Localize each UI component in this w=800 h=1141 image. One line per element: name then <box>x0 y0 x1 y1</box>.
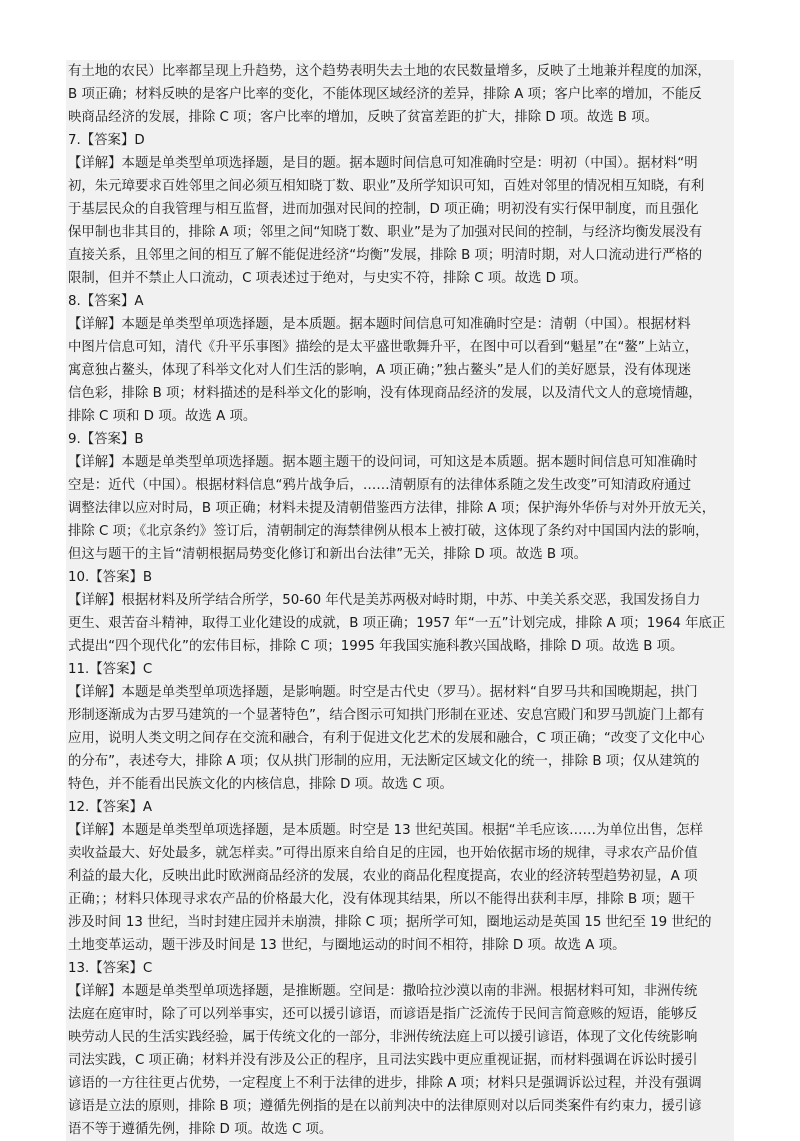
text-line: 初，朱元璋要求百姓邻里之间必须互相知晓丁数、职业”及所学知识可知，百姓对邻里的情况相互知晓，有利 <box>66 175 734 198</box>
text-line: 中图片信息可知，清代《升平乐事图》描绘的是太平盛世歌舞升平，在图中可以看到“魁星”在“鳌”上站立， <box>66 336 734 359</box>
text-line: 土地变革运动，题干涉及时间是 13 世纪，与圈地运动的时间不相符，排除 D 项。故选 A 项。 <box>66 934 734 957</box>
text-line: 13.【答案】C <box>66 957 734 980</box>
text-line: 直接关系，且邻里之间的相互了解不能促进经济“均衡”发展，排除 B 项；明清时期，对人口流动进行严格的 <box>66 244 734 267</box>
text-line: 形制逐渐成为古罗马建筑的一个显著特色”，结合图示可知拱门形制在亚述、安息宫殿门和罗马凯旋门上都有 <box>66 704 734 727</box>
text-line: 卖收益最大、好处最多，就怎样卖。”可得出原来自给自足的庄园，也开始依据市场的规律，寻求农产品价值 <box>66 842 734 865</box>
text-line: 【详解】本题是单类型单项选择题，是推断题。空间是：撒哈拉沙漠以南的非洲。根据材料可知，非洲传统 <box>66 980 734 1003</box>
text-line: 更生、艰苦奋斗精神，取得工业化建设的成就，B 项正确；1957 年“一五”计划完成，排除 A 项；1964 年底正 <box>66 612 734 635</box>
text-line: 正确；；材料只体现寻求农产品的价格最大化，没有体现其结果，所以不能得出获利丰厚，排除 B 项；题干 <box>66 888 734 911</box>
text-line: 排除 C 项和 D 项。故选 A 项。 <box>66 405 734 428</box>
text-line: 【详解】本题是单类型单项选择题，是目的题。据本题时间信息可知准确时空是：明初（中国）。据材料“明 <box>66 152 734 175</box>
text-line: 【详解】本题是单类型单项选择题，是影响题。时空是古代史（罗马）。据材料“自罗马共和国晚期起，拱门 <box>66 681 734 704</box>
text-line: 利益的最大化，反映出此时欧洲商品经济的发展，农业的商品化程度提高，农业的经济转型趋势初显，A 项 <box>66 865 734 888</box>
text-line: 排除 C 项；《北京条约》签订后，清朝制定的海禁律例从根本上被打破，这体现了条约对中国国内法的影响， <box>66 520 734 543</box>
text-line: 寓意独占鳌头，体现了科举文化对人们生活的影响，A 项正确；”独占鳌头”是人们的美好愿景，没有体现迷 <box>66 359 734 382</box>
text-line: 涉及时间 13 世纪，当时封建庄园并未崩溃，排除 C 项；据所学可知，圈地运动是英国 15 世纪至 19 世纪的 <box>66 911 734 934</box>
text-line: 【详解】本题是单类型单项选择题，是本质题。据本题时间信息可知准确时空是：清朝（中国）。根据材料 <box>66 313 734 336</box>
text-line: 映商品经济的发展，排除 C 项；客户比率的增加，反映了贫富差距的扩大，排除 D 项。故选 B 项。 <box>66 106 734 129</box>
text-line: 法庭在庭审时，除了可以列举事实，还可以援引谚语，而谚语是指广泛流传于民间言简意赅的短语，能够反 <box>66 1003 734 1026</box>
text-line: 但这与题干的主旨“清朝根据局势变化修订和新出台法律”无关，排除 D 项。故选 B 项。 <box>66 543 734 566</box>
text-line: 【详解】本题是单类型单项选择题。据本题主题干的设问词，可知这是本质题。据本题时间信息可知准确时 <box>66 451 734 474</box>
document-page <box>66 60 734 1141</box>
text-line: 调整法律以应对时局，B 项正确；材料未提及清朝借鉴西方法律，排除 A 项；保护海外华侨与对外开放无关， <box>66 497 734 520</box>
text-line: 映劳动人民的生活实践经验，属于传统文化的一部分，非洲传统法庭上可以援引谚语，体现了文化传统影响 <box>66 1026 734 1049</box>
text-line: 7.【答案】D <box>66 129 734 152</box>
text-line: 保甲制也非其目的，排除 A 项；邻里之间“知晓丁数、职业”是为了加强对民间的控制，与经济均衡发展没有 <box>66 221 734 244</box>
text-line: 空是：近代（中国）。根据材料信息“鸦片战争后，……清朝原有的法律体系随之发生改变”可知清政府通过 <box>66 474 734 497</box>
text-line: 应用，说明人类文明之间存在交流和融合，有利于促进文化艺术的发展和融合，C 项正确；“改变了文化中心 <box>66 727 734 750</box>
text-line: 限制，但并不禁止人口流动，C 项表述过于绝对，与史实不符，排除 C 项。故选 D 项。 <box>66 267 734 290</box>
text-line: 信色彩，排除 B 项；材料描述的是科举文化的影响，没有体现商品经济的发展，以及清代文人的意境情趣， <box>66 382 734 405</box>
text-line: 司法实践，C 项正确；材料并没有涉及公正的程序，且司法实践中更应重视证据，而材料强调在诉讼时援引 <box>66 1049 734 1072</box>
text-line: 8.【答案】A <box>66 290 734 313</box>
text-line: 的分布”，表述夸大，排除 A 项；仅从拱门形制的应用，无法断定区域文化的统一，排除 B 项；仅从建筑的 <box>66 750 734 773</box>
text-line: 【详解】本题是单类型单项选择题，是本质题。时空是 13 世纪英国。根据“羊毛应该……为单位出售，怎样 <box>66 819 734 842</box>
text-line: 谚语的一方往往更占优势，一定程度上不利于法律的进步，排除 A 项；材料只是强调诉讼过程，并没有强调 <box>66 1072 734 1095</box>
text-line: 12.【答案】A <box>66 796 734 819</box>
text-line: 于基层民众的自我管理与相互监督，进而加强对民间的控制，D 项正确；明初没有实行保甲制度，而且强化 <box>66 198 734 221</box>
text-line: 特色，并不能看出民族文化的内核信息，排除 D 项。故选 C 项。 <box>66 773 734 796</box>
text-line: 9.【答案】B <box>66 428 734 451</box>
text-line: 11.【答案】C <box>66 658 734 681</box>
text-line: 有土地的农民）比率都呈现上升趋势，这个趋势表明失去土地的农民数量增多，反映了土地兼并程度的加深， <box>66 60 734 83</box>
text-line: B 项正确；材料反映的是客户比率的变化，不能体现区域经济的差异，排除 A 项；客户比率的增加，不能反 <box>66 83 734 106</box>
text-line: 谚语是立法的原则，排除 B 项；遵循先例指的是在以前判决中的法律原则对以后同类案件有约束力，援引谚 <box>66 1095 734 1118</box>
text-line: 语不等于遵循先例，排除 D 项。故选 C 项。 <box>66 1118 734 1141</box>
text-line: 式提出“四个现代化”的宏伟目标，排除 C 项；1995 年我国实施科教兴国战略，排除 D 项。故选 B 项。 <box>66 635 734 658</box>
text-line: 【详解】根据材料及所学结合所学，50-60 年代是美苏两极对峙时期，中苏、中美关系交恶，我国发扬自力 <box>66 589 734 612</box>
text-line: 10.【答案】B <box>66 566 734 589</box>
